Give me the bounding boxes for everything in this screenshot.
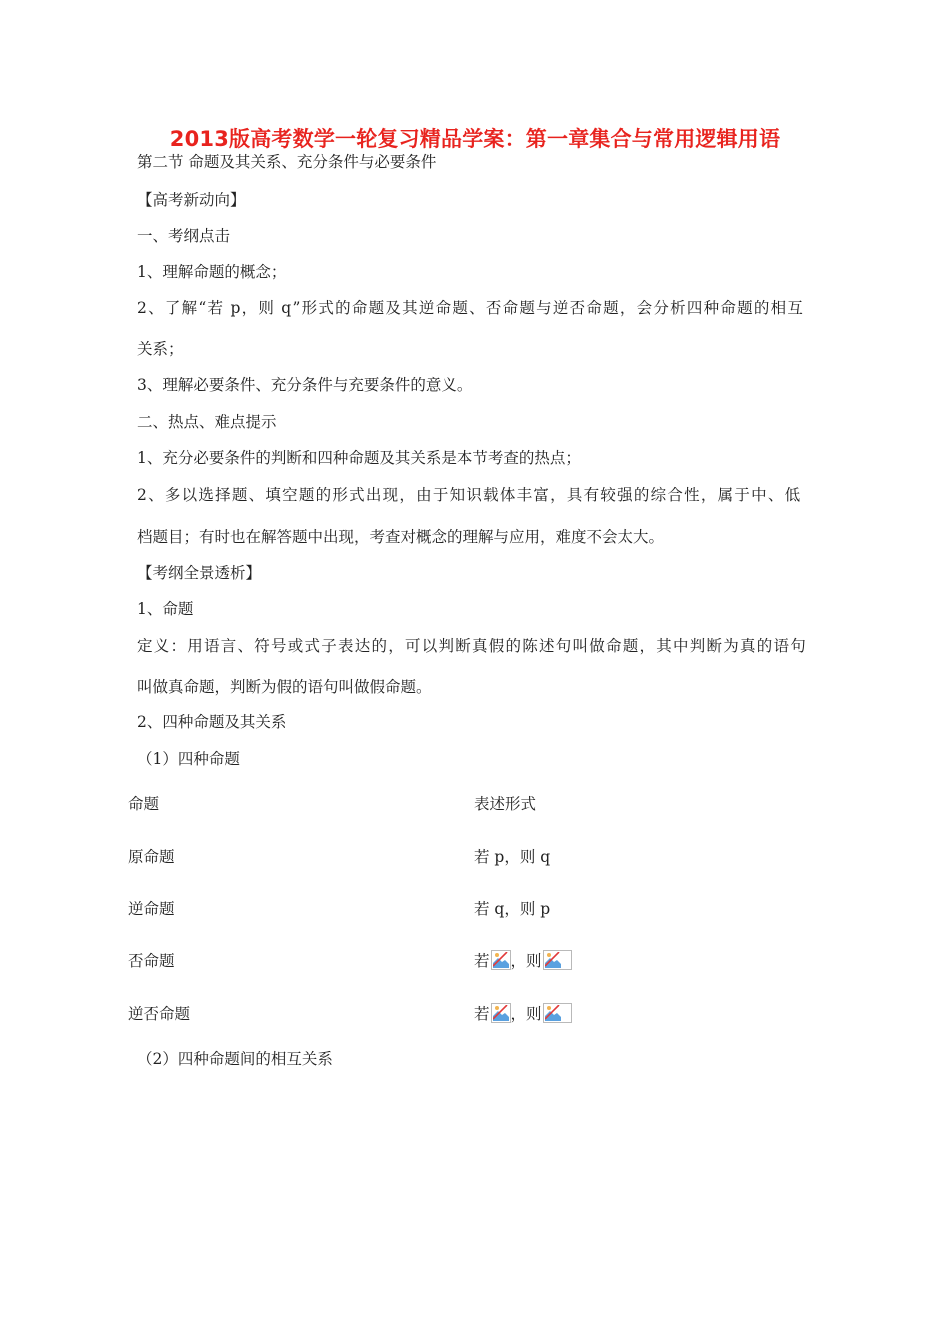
table-row: [128, 898, 828, 920]
broken-image-icon: [491, 950, 511, 970]
hotspot-item-1: 1、充分必要条件的判断和四种命题及其关系是本节考查的热点；: [137, 449, 581, 467]
broken-image-icon: [543, 1003, 572, 1023]
topic-four-propositions: 2、四种命题及其关系: [137, 713, 287, 731]
table-cell-name: 逆否命题: [128, 1005, 191, 1023]
table-cell-name: 逆命题: [128, 900, 175, 918]
table-cell-form: 若 q，则 p: [474, 900, 551, 918]
table-header-row: [128, 793, 828, 815]
heading-new-trends: 【高考新动向】: [137, 191, 246, 209]
hotspot-item-2: 2、多以选择题、填空题的形式出现，由于知识载体丰富，具有较强的综合性，属于中、低: [137, 486, 802, 504]
table-cell-form: [474, 1003, 572, 1025]
form-mid: ，则: [510, 1005, 542, 1023]
table-header-proposition: 命题: [128, 795, 160, 813]
table-cell-name: 原命题: [128, 848, 175, 866]
heading-outline: 一、考纲点击: [137, 227, 231, 245]
subtopic-four-propositions: （1）四种命题: [137, 750, 240, 768]
topic-proposition: 1、命题: [137, 600, 194, 618]
form-prefix: 若: [474, 952, 490, 970]
form-prefix: 若: [474, 1005, 490, 1023]
form-mid: ，则: [510, 952, 542, 970]
document-title: 2013版高考数学一轮复习精品学案：第一章集合与常用逻辑用语: [169, 127, 781, 151]
definition-text-cont: 叫做真命题，判断为假的语句叫做假命题。: [137, 678, 432, 696]
definition-text: 定义：用语言、符号或式子表达的，可以判断真假的陈述句叫做命题，其中判断为真的语句: [137, 637, 808, 655]
outline-item-3: 3、理解必要条件、充分条件与充要条件的意义。: [137, 376, 473, 394]
broken-image-icon: [491, 1003, 511, 1023]
table-row: [128, 1003, 828, 1025]
outline-item-2-cont: 关系；: [137, 340, 184, 358]
table-cell-form: 若 p，则 q: [474, 848, 551, 866]
table-row: [128, 846, 828, 868]
table-row: [128, 950, 828, 972]
broken-image-icon: [543, 950, 572, 970]
table-header-form: 表述形式: [474, 795, 537, 813]
heading-overview: 【考纲全景透析】: [137, 564, 262, 582]
hotspot-item-2-cont: 档题目；有时也在解答题中出现，考查对概念的理解与应用，难度不会太大。: [137, 528, 665, 546]
table-cell-name: 否命题: [128, 952, 175, 970]
table-cell-form: [474, 950, 572, 972]
outline-item-2: 2、了解“若 p，则 q”形式的命题及其逆命题、否命题与逆否命题，会分析四种命题的相互: [137, 299, 805, 317]
outline-item-1: 1、理解命题的概念；: [137, 263, 287, 281]
heading-hotspots: 二、热点、难点提示: [137, 413, 277, 431]
section-subtitle: 第二节 命题及其关系、充分条件与必要条件: [137, 153, 437, 171]
subtopic-relations: （2）四种命题间的相互关系: [137, 1050, 333, 1068]
